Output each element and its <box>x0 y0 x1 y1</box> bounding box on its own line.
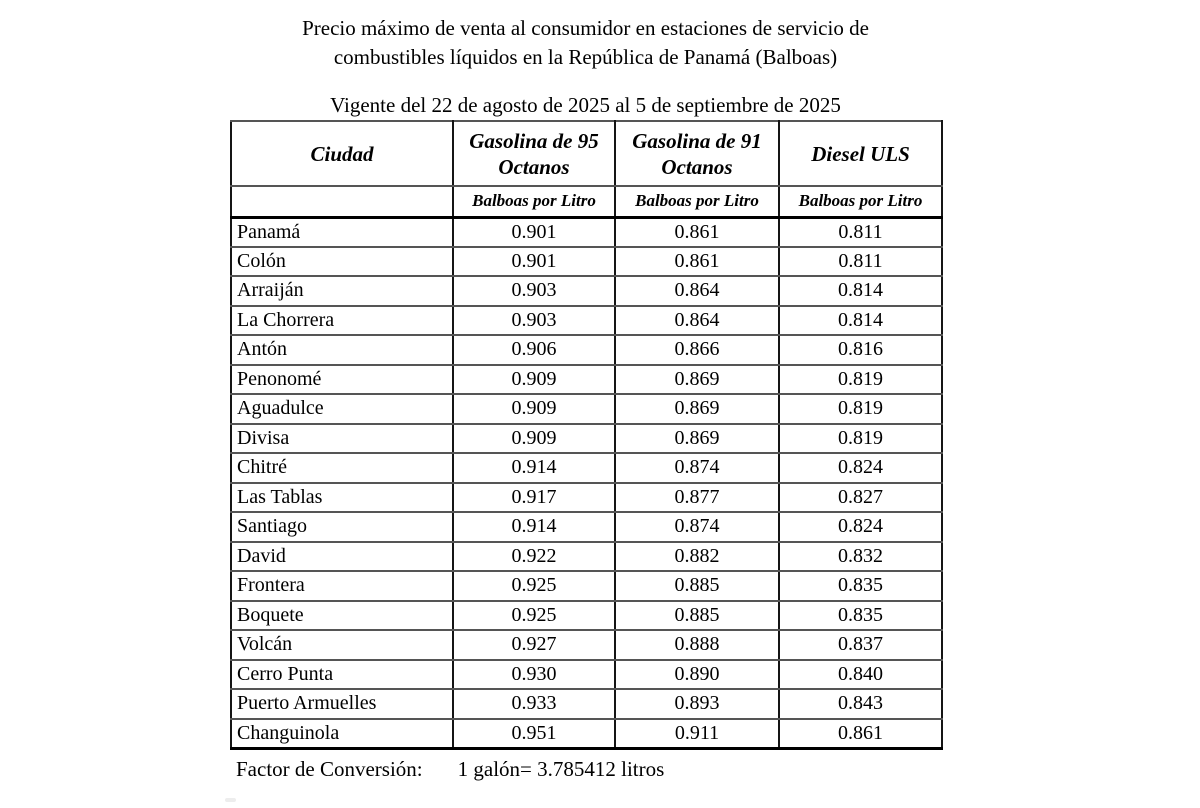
table-row <box>231 719 942 749</box>
price-cell-gasolina-91: 0.864 <box>615 276 779 306</box>
price-cell-diesel-uls: 0.819 <box>779 365 942 395</box>
price-cell-gasolina-91: 0.861 <box>615 247 779 277</box>
city-cell: Antón <box>231 335 453 365</box>
city-cell: Aguadulce <box>231 394 453 424</box>
price-cell-gasolina-91: 0.861 <box>615 217 779 247</box>
price-cell-gasolina-91: 0.885 <box>615 571 779 601</box>
table-row <box>231 453 942 483</box>
price-cell-gasolina-91: 0.877 <box>615 483 779 513</box>
price-cell-gasolina-95: 0.951 <box>453 719 615 749</box>
city-cell: Volcán <box>231 630 453 660</box>
unit-cell-gasolina-91: Balboas por Litro <box>615 186 779 217</box>
price-cell-diesel-uls: 0.819 <box>779 424 942 454</box>
unit-row <box>231 186 942 217</box>
price-cell-gasolina-95: 0.925 <box>453 601 615 631</box>
table-row <box>231 217 942 247</box>
price-cell-gasolina-95: 0.914 <box>453 453 615 483</box>
city-cell: Cerro Punta <box>231 660 453 690</box>
column-header-gasolina-95: Gasolina de 95 Octanos <box>453 121 615 186</box>
price-cell-gasolina-91: 0.874 <box>615 512 779 542</box>
price-cell-diesel-uls: 0.827 <box>779 483 942 513</box>
price-cell-diesel-uls: 0.811 <box>779 217 942 247</box>
price-cell-gasolina-95: 0.933 <box>453 689 615 719</box>
price-cell-diesel-uls: 0.811 <box>779 247 942 277</box>
price-cell-gasolina-95: 0.922 <box>453 542 615 572</box>
table-row <box>231 365 942 395</box>
price-cell-gasolina-91: 0.882 <box>615 542 779 572</box>
price-cell-gasolina-91: 0.874 <box>615 453 779 483</box>
price-cell-gasolina-95: 0.909 <box>453 365 615 395</box>
table-row <box>231 571 942 601</box>
city-cell: Las Tablas <box>231 483 453 513</box>
price-cell-gasolina-91: 0.911 <box>615 719 779 749</box>
price-cell-gasolina-91: 0.885 <box>615 601 779 631</box>
price-cell-gasolina-95: 0.930 <box>453 660 615 690</box>
price-cell-gasolina-91: 0.893 <box>615 689 779 719</box>
unit-cell-diesel-uls: Balboas por Litro <box>779 186 942 217</box>
table-row <box>231 483 942 513</box>
table-row <box>231 247 942 277</box>
title-line-2: combustibles líquidos en la República de Panamá (Balboas) <box>333 45 838 69</box>
price-cell-gasolina-95: 0.903 <box>453 306 615 336</box>
price-cell-diesel-uls: 0.835 <box>779 571 942 601</box>
price-cell-gasolina-91: 0.869 <box>615 365 779 395</box>
price-cell-gasolina-95: 0.927 <box>453 630 615 660</box>
price-cell-diesel-uls: 0.814 <box>779 276 942 306</box>
document-title <box>230 14 941 72</box>
city-cell: Chitré <box>231 453 453 483</box>
price-cell-gasolina-95: 0.906 <box>453 335 615 365</box>
table-row <box>231 660 942 690</box>
table-row <box>231 394 942 424</box>
table-header <box>231 121 942 217</box>
column-header-gasolina-91: Gasolina de 91 Octanos <box>615 121 779 186</box>
conversion-factor <box>236 755 664 783</box>
header-row <box>231 121 942 186</box>
city-cell: Penonomé <box>231 365 453 395</box>
city-cell: La Chorrera <box>231 306 453 336</box>
price-cell-gasolina-91: 0.869 <box>615 424 779 454</box>
column-header-diesel-uls: Diesel ULS <box>779 121 942 186</box>
price-cell-gasolina-91: 0.869 <box>615 394 779 424</box>
price-cell-gasolina-91: 0.866 <box>615 335 779 365</box>
city-cell: Boquete <box>231 601 453 631</box>
price-cell-diesel-uls: 0.840 <box>779 660 942 690</box>
price-cell-gasolina-91: 0.890 <box>615 660 779 690</box>
table-row <box>231 542 942 572</box>
city-cell: Frontera <box>231 571 453 601</box>
price-cell-diesel-uls: 0.835 <box>779 601 942 631</box>
conversion-factor-value: 1 galón= 3.785412 litros <box>457 757 665 781</box>
city-cell: Panamá <box>231 217 453 247</box>
city-cell: Changuinola <box>231 719 453 749</box>
price-cell-diesel-uls: 0.814 <box>779 306 942 336</box>
price-cell-gasolina-91: 0.864 <box>615 306 779 336</box>
price-cell-diesel-uls: 0.843 <box>779 689 942 719</box>
table-row <box>231 424 942 454</box>
price-cell-diesel-uls: 0.861 <box>779 719 942 749</box>
price-cell-diesel-uls: 0.824 <box>779 512 942 542</box>
price-cell-gasolina-95: 0.925 <box>453 571 615 601</box>
city-cell: Colón <box>231 247 453 277</box>
price-cell-gasolina-95: 0.917 <box>453 483 615 513</box>
price-cell-diesel-uls: 0.824 <box>779 453 942 483</box>
price-cell-gasolina-95: 0.909 <box>453 424 615 454</box>
price-cell-diesel-uls: 0.816 <box>779 335 942 365</box>
validity-period: Vigente del 22 de agosto de 2025 al 5 de septiembre de 2025 <box>330 93 841 117</box>
fuel-price-table <box>230 120 943 750</box>
city-cell: Puerto Armuelles <box>231 689 453 719</box>
unit-cell-gasolina-95: Balboas por Litro <box>453 186 615 217</box>
price-cell-diesel-uls: 0.819 <box>779 394 942 424</box>
city-cell: Santiago <box>231 512 453 542</box>
price-cell-diesel-uls: 0.837 <box>779 630 942 660</box>
table-row <box>231 276 942 306</box>
price-cell-gasolina-91: 0.888 <box>615 630 779 660</box>
price-cell-gasolina-95: 0.901 <box>453 247 615 277</box>
city-cell: Arraiján <box>231 276 453 306</box>
city-cell: Divisa <box>231 424 453 454</box>
table-body <box>231 217 942 748</box>
title-line-1: Precio máximo de venta al consumidor en estaciones de servicio de <box>302 16 869 40</box>
table-row <box>231 630 942 660</box>
table-row <box>231 689 942 719</box>
price-cell-gasolina-95: 0.903 <box>453 276 615 306</box>
price-cell-gasolina-95: 0.901 <box>453 217 615 247</box>
city-cell: David <box>231 542 453 572</box>
table-row <box>231 306 942 336</box>
table-row <box>231 335 942 365</box>
table-row <box>231 512 942 542</box>
price-cell-diesel-uls: 0.832 <box>779 542 942 572</box>
unit-cell-empty <box>231 186 453 217</box>
table-row <box>231 601 942 631</box>
page-artifact <box>225 798 236 802</box>
price-cell-gasolina-95: 0.914 <box>453 512 615 542</box>
price-cell-gasolina-95: 0.909 <box>453 394 615 424</box>
conversion-factor-label: Factor de Conversión: <box>236 757 423 781</box>
column-header-ciudad: Ciudad <box>231 121 453 186</box>
